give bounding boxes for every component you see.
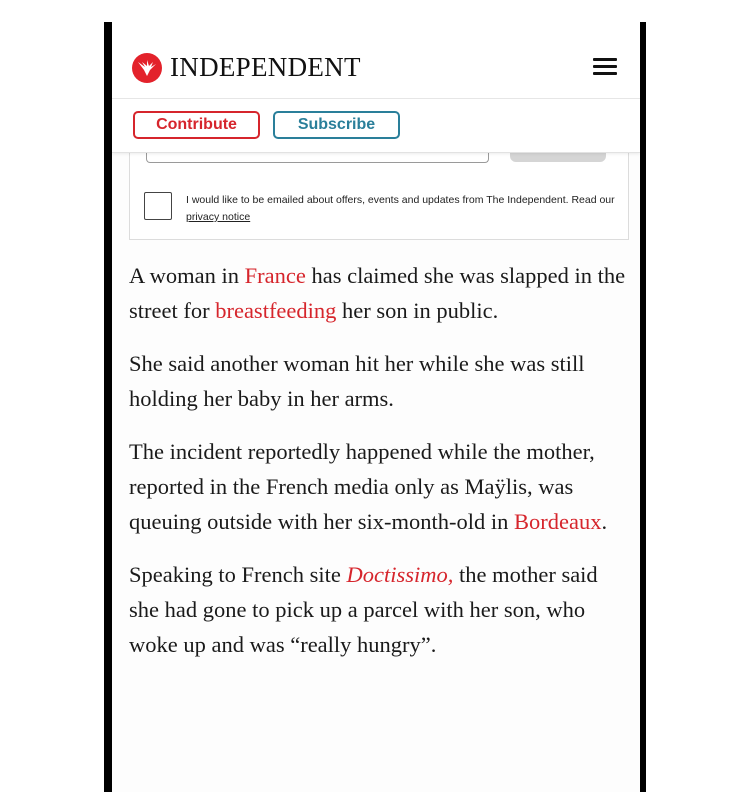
article-body (129, 258, 629, 680)
text: The incident reportedly happened while the mother, reported in the French media only as Maÿlis, was queuing outside with her six-month-old in (129, 439, 595, 534)
consent-label: I would like to be emailed about offers, events and updates from The Independent. Read our (186, 194, 615, 206)
paragraph-4 (129, 557, 629, 662)
hamburger-menu-icon[interactable] (593, 58, 617, 76)
brand-name: INDEPENDENT (170, 52, 361, 82)
privacy-notice-link[interactable]: privacy notice (186, 211, 251, 223)
eagle-icon (132, 53, 162, 83)
text: A woman in (129, 263, 245, 288)
site-logo[interactable] (132, 52, 361, 83)
france-link[interactable]: France (244, 263, 306, 288)
paragraph-2: She said another woman hit her while she was still holding her baby in her arms. (129, 351, 585, 411)
doctissimo-link[interactable]: Doctissimo, (346, 562, 454, 587)
paragraph-1 (129, 258, 629, 328)
header-divider (112, 98, 640, 99)
site-header (112, 22, 640, 153)
breastfeeding-link[interactable]: breastfeeding (215, 298, 337, 323)
text: . (601, 509, 608, 534)
consent-text (186, 192, 616, 226)
subscribe-button[interactable]: Subscribe (273, 111, 400, 139)
bordeaux-link[interactable]: Bordeaux (513, 509, 602, 534)
paragraph-3 (129, 434, 629, 539)
consent-checkbox[interactable] (144, 192, 172, 220)
text: her son in public. (336, 298, 499, 323)
text: Speaking to French site (129, 562, 347, 587)
text: the mother said she had gone to pick up a parcel with her son, who woke up and was “really hungry”. (129, 562, 598, 657)
phone-screen (112, 22, 640, 792)
text: has claimed she was slapped in the street for (129, 263, 626, 323)
contribute-button[interactable]: Contribute (133, 111, 260, 139)
